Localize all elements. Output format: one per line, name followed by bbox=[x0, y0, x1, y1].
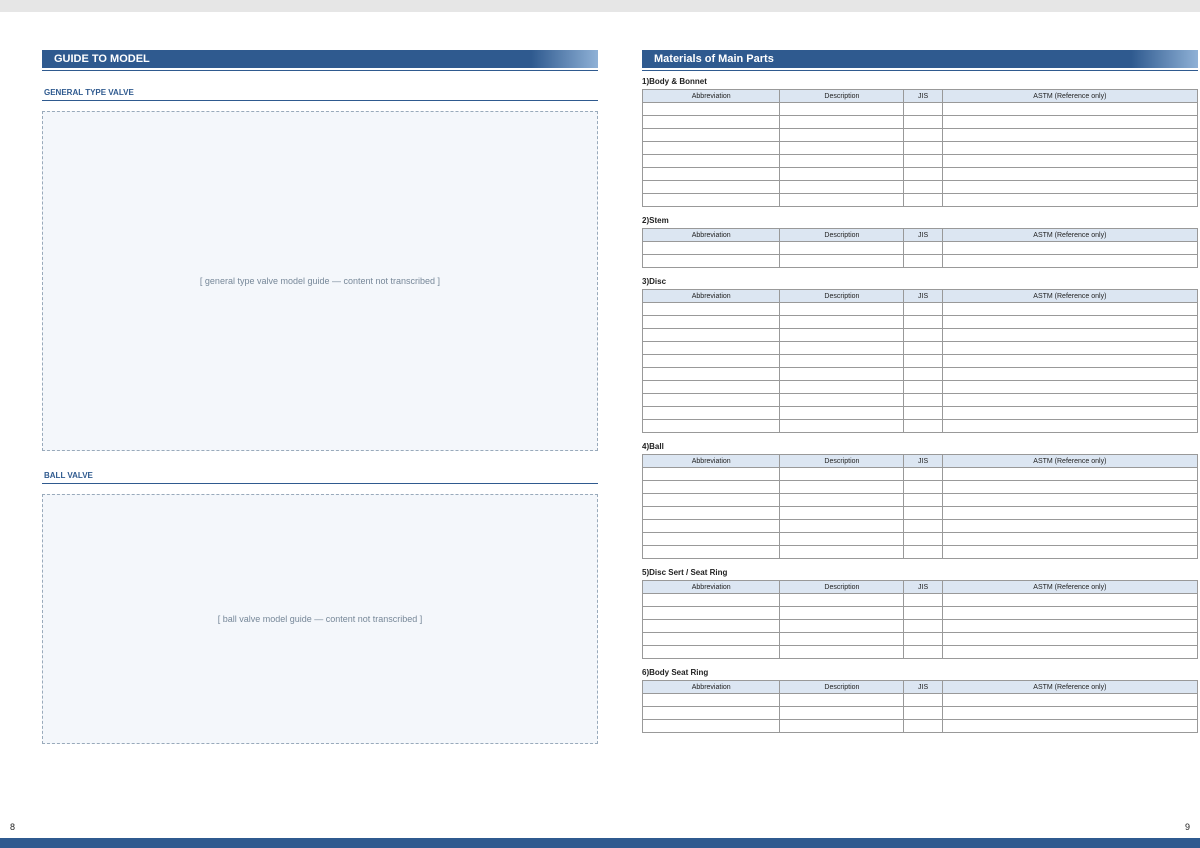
table-cell bbox=[643, 533, 780, 546]
table-cell bbox=[643, 546, 780, 559]
table-cell bbox=[904, 355, 942, 368]
column-header: Abbreviation bbox=[643, 290, 780, 303]
table-cell bbox=[904, 116, 942, 129]
table-cell bbox=[643, 620, 780, 633]
table-row bbox=[643, 129, 1198, 142]
column-header: JIS bbox=[904, 681, 942, 694]
table-cell bbox=[942, 533, 1197, 546]
table-row bbox=[643, 507, 1198, 520]
table-cell bbox=[904, 168, 942, 181]
table-cell bbox=[942, 242, 1197, 255]
table-cell bbox=[942, 355, 1197, 368]
column-header: Abbreviation bbox=[643, 581, 780, 594]
table-cell bbox=[643, 520, 780, 533]
table-cell bbox=[643, 129, 780, 142]
table-row bbox=[643, 533, 1198, 546]
table-cell bbox=[904, 633, 942, 646]
table-cell bbox=[643, 342, 780, 355]
table-cell bbox=[942, 394, 1197, 407]
table-cell bbox=[643, 507, 780, 520]
table-cell bbox=[780, 607, 904, 620]
table-cell bbox=[904, 507, 942, 520]
table-cell bbox=[942, 303, 1197, 316]
materials-table bbox=[642, 580, 1198, 659]
table-cell bbox=[780, 507, 904, 520]
table-cell bbox=[643, 468, 780, 481]
table-row bbox=[643, 646, 1198, 659]
table-cell bbox=[643, 142, 780, 155]
table-cell bbox=[780, 368, 904, 381]
table-cell bbox=[904, 720, 942, 733]
table-cell bbox=[942, 168, 1197, 181]
section-title: 3)Disc bbox=[642, 277, 667, 286]
table-cell bbox=[780, 381, 904, 394]
column-header: ASTM (Reference only) bbox=[942, 455, 1197, 468]
table-cell bbox=[643, 368, 780, 381]
table-cell bbox=[643, 303, 780, 316]
table-cell bbox=[780, 242, 904, 255]
table-cell bbox=[780, 316, 904, 329]
table-row bbox=[643, 694, 1198, 707]
general-valve-guide-placeholder: [ general type valve model guide — content not transcribed ] bbox=[42, 111, 598, 451]
column-header: JIS bbox=[904, 455, 942, 468]
table-cell bbox=[780, 546, 904, 559]
column-header: Description bbox=[780, 90, 904, 103]
table-row bbox=[643, 633, 1198, 646]
table-cell bbox=[942, 255, 1197, 268]
section-title: 6)Body Seat Ring bbox=[642, 668, 709, 677]
table-cell bbox=[942, 329, 1197, 342]
table-cell bbox=[942, 381, 1197, 394]
table-cell bbox=[643, 155, 780, 168]
table-cell bbox=[904, 646, 942, 659]
table-cell bbox=[904, 520, 942, 533]
table-cell bbox=[780, 103, 904, 116]
table-cell bbox=[643, 194, 780, 207]
column-header: Description bbox=[780, 581, 904, 594]
section-title: 4)Ball bbox=[642, 442, 664, 451]
table-cell bbox=[780, 303, 904, 316]
table-cell bbox=[904, 329, 942, 342]
table-row bbox=[643, 607, 1198, 620]
materials-sections bbox=[642, 77, 1198, 733]
table-cell bbox=[780, 155, 904, 168]
right-column bbox=[642, 50, 1198, 733]
table-row bbox=[643, 594, 1198, 607]
table-cell bbox=[904, 694, 942, 707]
table-cell bbox=[643, 394, 780, 407]
table-row bbox=[643, 242, 1198, 255]
table-cell bbox=[780, 329, 904, 342]
table-cell bbox=[643, 181, 780, 194]
column-header: JIS bbox=[904, 581, 942, 594]
table-cell bbox=[942, 481, 1197, 494]
table-cell bbox=[780, 646, 904, 659]
table-cell bbox=[780, 116, 904, 129]
table-cell bbox=[942, 507, 1197, 520]
table-cell bbox=[942, 633, 1197, 646]
column-header: ASTM (Reference only) bbox=[942, 290, 1197, 303]
column-header: JIS bbox=[904, 229, 942, 242]
table-cell bbox=[942, 594, 1197, 607]
table-row bbox=[643, 494, 1198, 507]
table-cell bbox=[780, 633, 904, 646]
column-header: ASTM (Reference only) bbox=[942, 229, 1197, 242]
column-header: Abbreviation bbox=[643, 90, 780, 103]
table-cell bbox=[780, 142, 904, 155]
column-header: Description bbox=[780, 455, 904, 468]
table-cell bbox=[904, 620, 942, 633]
table-cell bbox=[643, 707, 780, 720]
table-cell bbox=[780, 520, 904, 533]
section-title: 5)Disc Sert / Seat Ring bbox=[642, 568, 728, 577]
table-cell bbox=[643, 242, 780, 255]
table-cell bbox=[904, 129, 942, 142]
table-cell bbox=[904, 303, 942, 316]
table-cell bbox=[942, 316, 1197, 329]
table-cell bbox=[643, 720, 780, 733]
table-row bbox=[643, 468, 1198, 481]
table-cell bbox=[904, 194, 942, 207]
table-row bbox=[643, 394, 1198, 407]
table-cell bbox=[643, 420, 780, 433]
table-row bbox=[643, 707, 1198, 720]
table-cell bbox=[904, 242, 942, 255]
table-cell bbox=[780, 168, 904, 181]
materials-table bbox=[642, 289, 1198, 433]
table-cell bbox=[904, 546, 942, 559]
table-cell bbox=[643, 329, 780, 342]
left-column bbox=[42, 50, 598, 744]
table-cell bbox=[904, 468, 942, 481]
table-cell bbox=[780, 129, 904, 142]
table-cell bbox=[904, 316, 942, 329]
table-cell bbox=[942, 468, 1197, 481]
table-row bbox=[643, 168, 1198, 181]
table-cell bbox=[942, 116, 1197, 129]
page-number-left: 8 bbox=[10, 822, 16, 832]
table-cell bbox=[643, 481, 780, 494]
table-cell bbox=[904, 481, 942, 494]
table-cell bbox=[643, 594, 780, 607]
table-row bbox=[643, 381, 1198, 394]
table-cell bbox=[904, 155, 942, 168]
table-cell bbox=[904, 142, 942, 155]
table-cell bbox=[780, 342, 904, 355]
table-cell bbox=[942, 607, 1197, 620]
table-cell bbox=[780, 468, 904, 481]
table-row bbox=[643, 546, 1198, 559]
table-cell bbox=[904, 594, 942, 607]
bottom-band bbox=[0, 838, 1200, 848]
table-row bbox=[643, 342, 1198, 355]
column-header: ASTM (Reference only) bbox=[942, 90, 1197, 103]
table-cell bbox=[780, 533, 904, 546]
table-cell bbox=[942, 181, 1197, 194]
table-cell bbox=[643, 633, 780, 646]
table-row bbox=[643, 720, 1198, 733]
materials-table bbox=[642, 454, 1198, 559]
table-row bbox=[643, 407, 1198, 420]
table-row bbox=[643, 142, 1198, 155]
table-cell bbox=[643, 381, 780, 394]
table-cell bbox=[904, 394, 942, 407]
table-row bbox=[643, 368, 1198, 381]
table-cell bbox=[643, 407, 780, 420]
table-cell bbox=[643, 646, 780, 659]
table-cell bbox=[904, 533, 942, 546]
column-header: Description bbox=[780, 229, 904, 242]
column-header: JIS bbox=[904, 90, 942, 103]
table-cell bbox=[643, 255, 780, 268]
column-header: Abbreviation bbox=[643, 681, 780, 694]
table-row bbox=[643, 103, 1198, 116]
table-cell bbox=[942, 155, 1197, 168]
table-cell bbox=[780, 255, 904, 268]
table-cell bbox=[780, 194, 904, 207]
table-cell bbox=[780, 720, 904, 733]
table-cell bbox=[904, 420, 942, 433]
table-cell bbox=[643, 694, 780, 707]
table-row bbox=[643, 194, 1198, 207]
table-row bbox=[643, 481, 1198, 494]
table-cell bbox=[904, 607, 942, 620]
table-cell bbox=[780, 181, 904, 194]
table-cell bbox=[780, 620, 904, 633]
table-cell bbox=[643, 494, 780, 507]
column-header: Description bbox=[780, 681, 904, 694]
column-header: Abbreviation bbox=[643, 229, 780, 242]
table-cell bbox=[904, 494, 942, 507]
table-cell bbox=[780, 420, 904, 433]
table-cell bbox=[942, 494, 1197, 507]
table-row bbox=[643, 255, 1198, 268]
table-cell bbox=[904, 255, 942, 268]
table-cell bbox=[942, 103, 1197, 116]
materials-table bbox=[642, 680, 1198, 733]
column-header: Abbreviation bbox=[643, 455, 780, 468]
table-row bbox=[643, 355, 1198, 368]
column-header: Description bbox=[780, 290, 904, 303]
page-number-right: 9 bbox=[1184, 822, 1190, 832]
table-cell bbox=[942, 368, 1197, 381]
table-cell bbox=[942, 420, 1197, 433]
table-cell bbox=[942, 707, 1197, 720]
table-cell bbox=[643, 355, 780, 368]
section-title: 1)Body & Bonnet bbox=[642, 77, 707, 86]
table-row bbox=[643, 116, 1198, 129]
table-cell bbox=[942, 520, 1197, 533]
table-cell bbox=[780, 494, 904, 507]
table-row bbox=[643, 520, 1198, 533]
table-cell bbox=[942, 407, 1197, 420]
table-cell bbox=[780, 594, 904, 607]
ball-valve-heading: BALL VALVE bbox=[44, 471, 93, 480]
column-header: JIS bbox=[904, 290, 942, 303]
table-cell bbox=[904, 368, 942, 381]
materials-table bbox=[642, 228, 1198, 268]
table-row bbox=[643, 303, 1198, 316]
table-cell bbox=[942, 546, 1197, 559]
right-banner: Materials of Main Parts bbox=[642, 50, 1198, 68]
table-cell bbox=[904, 103, 942, 116]
table-row bbox=[643, 155, 1198, 168]
table-cell bbox=[942, 194, 1197, 207]
table-row bbox=[643, 181, 1198, 194]
table-cell bbox=[942, 720, 1197, 733]
table-cell bbox=[942, 129, 1197, 142]
general-valve-heading: GENERAL TYPE VALVE bbox=[44, 88, 134, 97]
table-cell bbox=[904, 407, 942, 420]
table-cell bbox=[780, 355, 904, 368]
ball-valve-guide-placeholder: [ ball valve model guide — content not transcribed ] bbox=[42, 494, 598, 744]
table-row bbox=[643, 620, 1198, 633]
column-header: ASTM (Reference only) bbox=[942, 581, 1197, 594]
table-cell bbox=[780, 481, 904, 494]
table-cell bbox=[904, 381, 942, 394]
top-band bbox=[0, 0, 1200, 12]
table-cell bbox=[780, 407, 904, 420]
table-cell bbox=[643, 607, 780, 620]
table-cell bbox=[780, 694, 904, 707]
table-cell bbox=[643, 116, 780, 129]
table-cell bbox=[942, 620, 1197, 633]
materials-table bbox=[642, 89, 1198, 207]
left-banner: GUIDE TO MODEL bbox=[42, 50, 598, 68]
table-cell bbox=[643, 316, 780, 329]
table-cell bbox=[643, 168, 780, 181]
table-row bbox=[643, 420, 1198, 433]
table-row bbox=[643, 316, 1198, 329]
table-cell bbox=[643, 103, 780, 116]
column-header: ASTM (Reference only) bbox=[942, 681, 1197, 694]
table-cell bbox=[780, 707, 904, 720]
table-row bbox=[643, 329, 1198, 342]
table-cell bbox=[942, 646, 1197, 659]
table-cell bbox=[942, 342, 1197, 355]
table-cell bbox=[904, 342, 942, 355]
table-cell bbox=[942, 142, 1197, 155]
section-title: 2)Stem bbox=[642, 216, 669, 225]
table-cell bbox=[942, 694, 1197, 707]
table-cell bbox=[904, 707, 942, 720]
table-cell bbox=[780, 394, 904, 407]
table-cell bbox=[904, 181, 942, 194]
